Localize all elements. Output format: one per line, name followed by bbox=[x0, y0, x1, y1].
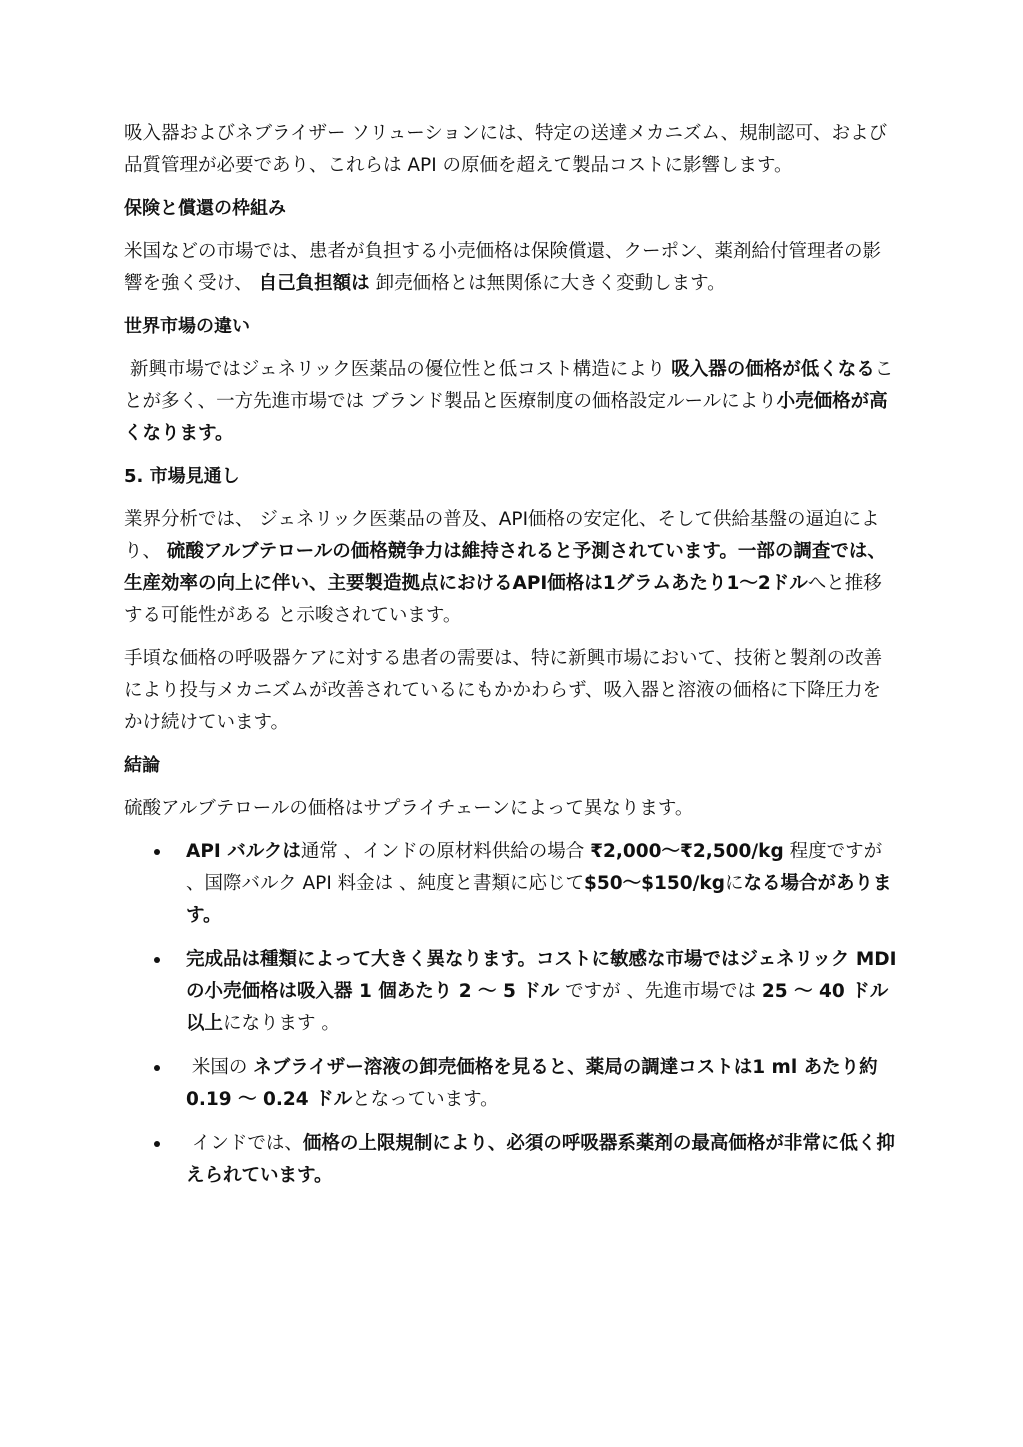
conclusion-intro: 硫酸アルブテロールの価格はサプライチェーンによって異なります。 bbox=[124, 798, 694, 819]
bullet3-text-1: 米国の bbox=[191, 1057, 254, 1078]
bullet1-text-3: に bbox=[724, 873, 744, 894]
list-item bbox=[124, 944, 899, 1040]
heading-conclusion: 結論 bbox=[124, 755, 160, 776]
bullet3-text-2: となっています。 bbox=[352, 1089, 499, 1110]
outlook-text-2: へと推移する可能性がある と示唆されています。 bbox=[124, 573, 882, 626]
bullet1-text-1: 通常 、インドの原材料供給の場合 bbox=[300, 841, 591, 862]
global-paragraph bbox=[124, 354, 899, 450]
insurance-bold-1: 自己負担額は bbox=[258, 273, 370, 294]
bullet2-bold-2: 25 〜 40 ドル以上 bbox=[186, 981, 889, 1034]
bullet4-bold-1: 価格の上限規制により、必須の呼吸器系薬剤の最高価格が非常に低く抑えられています。 bbox=[186, 1133, 895, 1186]
global-text-1: 新興市場ではジェネリック医薬品の優位性と低コスト構造により bbox=[129, 359, 666, 380]
outlook-paragraph-2: 手頃な価格の呼吸器ケアに対する患者の需要は、特に新興市場において、技術と製剤の改善により投与メカニズムが改善されているにもかかわらず、吸入器と溶液の価格に下降圧力をかけ続けています。 bbox=[124, 648, 883, 733]
list-item bbox=[124, 1128, 899, 1192]
document-page bbox=[124, 118, 899, 1204]
global-bold-1: 吸入器の価格が低くなる bbox=[671, 359, 875, 380]
bullet-dot-icon bbox=[154, 1065, 160, 1071]
bullet-dot-icon bbox=[154, 849, 160, 855]
bullet1-bold-3: $50〜$150/kg bbox=[584, 873, 725, 894]
conclusion-bullet-list bbox=[124, 836, 899, 1192]
heading-global-markets: 世界市場の違い bbox=[124, 316, 250, 337]
outlook-bold-1: 硫酸アルブテロールの価格競争力は維持されると予測されています。一部の調査では、生産効率の向上に伴い、主要製造拠点におけるAPI価格は1グラムあたり1〜2ドル bbox=[124, 541, 886, 594]
bullet-text bbox=[186, 1052, 899, 1116]
bullet-text bbox=[186, 836, 899, 932]
bullet-text bbox=[186, 944, 899, 1040]
heading-insurance: 保険と償還の枠組み bbox=[124, 198, 286, 219]
heading-market-outlook: 5. 市場見通し bbox=[124, 466, 240, 487]
global-text-2: ことが多く、一方先進市場では ブランド製品と医療制度の価格設定ルールにより bbox=[124, 359, 894, 412]
bullet3-bold-1: ネブライザー溶液の卸売価格を見ると、薬局の調達コストは1 ml あたり約 0.19 〜 0.24 ドル bbox=[186, 1057, 878, 1110]
global-bold-2: 小売価格が高くなります。 bbox=[124, 391, 888, 444]
bullet1-text-2: 程度ですが 、国際バルク API 料金は 、純度と書類に応じて bbox=[186, 841, 883, 894]
bullet2-text-1: ですが 、先進市場では bbox=[559, 981, 762, 1002]
bullet-dot-icon bbox=[154, 1141, 160, 1147]
intro-paragraph: 吸入器およびネブライザー ソリューションには、特定の送達メカニズム、規制認可、および品質管理が必要であり、これらは API の原価を超えて製品コストに影響します。 bbox=[124, 123, 888, 176]
bullet1-bold-2: ₹2,000〜₹2,500/kg bbox=[590, 841, 784, 862]
outlook-text-1: 業界分析では、 ジェネリック医薬品の普及、API価格の安定化、そして供給基盤の逼迫により、 bbox=[124, 509, 880, 562]
insurance-paragraph bbox=[124, 236, 899, 300]
bullet-text bbox=[186, 1128, 899, 1192]
outlook-paragraph-1 bbox=[124, 504, 899, 632]
bullet4-text-1: インドでは、 bbox=[191, 1133, 303, 1154]
list-item bbox=[124, 1052, 899, 1116]
insurance-text-2: 卸売価格とは無関係に大きく変動します。 bbox=[375, 273, 726, 294]
bullet1-bold-4: なる場合があります。 bbox=[186, 873, 892, 926]
bullet2-bold-1: 完成品は種類によって大きく異なります。コストに敏感な市場ではジェネリック MDI の小売価格は吸入器 1 個あたり 2 〜 5 ドル bbox=[186, 949, 897, 1002]
insurance-text-1: 米国などの市場では、患者が負担する小売価格は保険償還、クーポン、薬剤給付管理者の影響を強く受け、 bbox=[124, 241, 882, 294]
bullet2-text-2: になります 。 bbox=[223, 1013, 340, 1034]
bullet-dot-icon bbox=[154, 957, 160, 963]
bullet1-bold-1: API バルクは bbox=[186, 841, 301, 862]
list-item bbox=[124, 836, 899, 932]
